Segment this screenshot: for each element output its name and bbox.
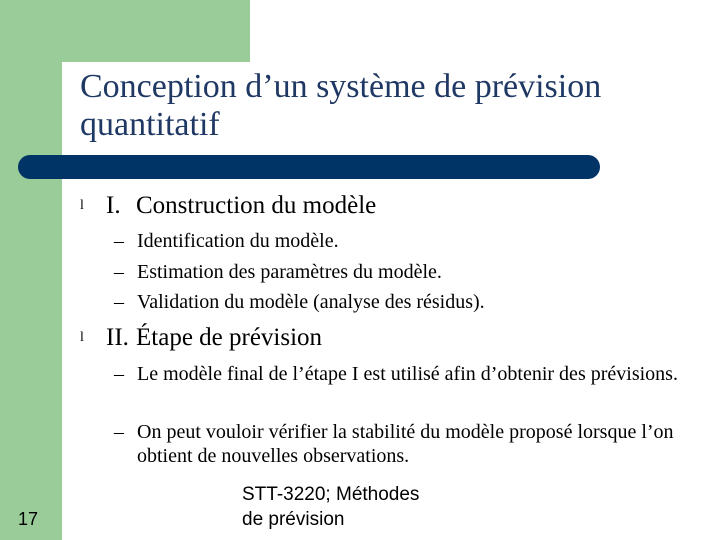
list-item xyxy=(114,229,684,253)
list-item xyxy=(114,260,684,284)
list-item xyxy=(114,362,684,386)
footer-line-1: STT-3220; Méthodes xyxy=(242,484,420,505)
list-item-text: Estimation des paramètres du modèle. xyxy=(137,261,442,283)
list-item xyxy=(114,420,684,468)
footer-line-2: de prévision xyxy=(242,509,345,530)
dash-bullet: – xyxy=(114,230,124,252)
list-item xyxy=(114,290,684,314)
bullet-icon: l xyxy=(80,330,84,345)
dash-bullet: – xyxy=(114,291,124,313)
slide-title xyxy=(80,68,700,144)
title-line-2: quantitatif xyxy=(80,106,220,143)
section-2 xyxy=(80,324,322,352)
section-label: Étape de prévision xyxy=(136,324,323,351)
section-label: Construction du modèle xyxy=(136,192,377,219)
list-item-text: On peut vouloir vérifier la stabilité du modèle proposé lorsque l’on obtient de nouvelles observations. xyxy=(137,421,674,467)
dash-bullet: – xyxy=(114,363,124,385)
list-item-text: Identification du modèle. xyxy=(137,230,339,252)
bullet-icon: l xyxy=(80,198,84,213)
footer-text xyxy=(242,482,419,532)
dash-bullet: – xyxy=(114,261,124,283)
section-number: I. xyxy=(106,192,121,219)
dash-bullet: – xyxy=(114,421,124,443)
list-item-text: Validation du modèle (analyse des résidus). xyxy=(137,291,485,313)
title-divider-bar xyxy=(18,155,600,179)
green-top-band xyxy=(62,0,250,62)
title-line-1: Conception d’un système de prévision xyxy=(80,68,602,105)
list-item-text: Le modèle final de l’étape I est utilisé afin d’obtenir des prévisions. xyxy=(137,363,678,385)
green-sidebar xyxy=(0,0,62,540)
section-number: II. xyxy=(106,324,129,351)
section-1 xyxy=(80,192,376,220)
slide-number: 17 xyxy=(18,509,39,529)
